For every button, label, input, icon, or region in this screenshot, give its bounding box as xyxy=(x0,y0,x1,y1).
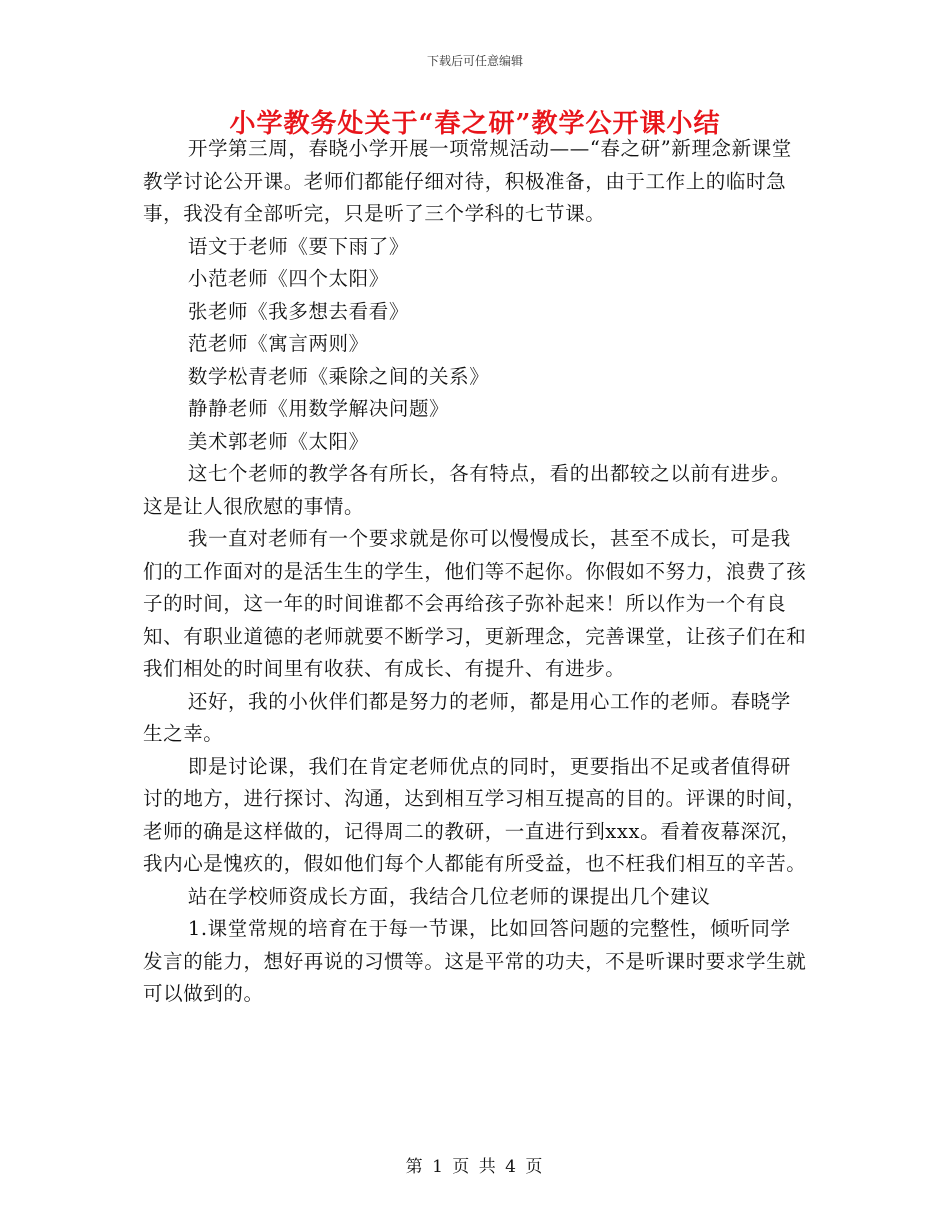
paragraph: 站在学校师资成长方面，我结合几位老师的课提出几个建议 xyxy=(187,884,711,908)
paragraph: 语文于老师《要下雨了》 xyxy=(187,234,409,258)
document-body xyxy=(143,133,807,1011)
paragraph: 小范老师《四个太阳》 xyxy=(187,267,389,290)
paragraph: 静静老师《用数学解决问题》 xyxy=(187,397,450,420)
paragraph: 还好，我的小伙伴们都是努力的老师，都是用心工作的老师。春晓学生之幸。 xyxy=(143,689,791,745)
document-title: 小学教务处关于“春之研”教学公开课小结 xyxy=(229,109,721,139)
paragraph: 即是讨论课，我们在肯定老师优点的同时，更要指出不足或者值得研讨的地方，进行探讨、沟通，达到相互学习相互提高的目的。评课的时间，老师的确是这样做的，记得周二的教研，一直进行到xxx。看着夜幕深沉，我内心是愧疚的，假如他们每个人都能有所受益，也不枉我们相互的辛苦。 xyxy=(143,754,807,875)
paragraph: 美术郭老师《太阳》 xyxy=(187,429,369,453)
paragraph: 我一直对老师有一个要求就是你可以慢慢成长，甚至不成长，可是我们的工作面对的是活生生的学生，他们等不起你。你假如不努力，浪费了孩子的时间，这一年的时间谁都不会再给孩子弥补起来！所以作为一个有良知、有职业道德的老师就要不断学习，更新理念，完善课堂，让孩子们在和我们相处的时间里有收获、有成长、有提升、有进步。 xyxy=(143,527,807,680)
paragraph: 1.课堂常规的培育在于每一节课，比如回答问题的完整性，倾听同学发言的能力，想好再说的习惯等。这是平常的功夫，不是听课时要求学生就可以做到的。 xyxy=(143,917,807,1005)
paragraph: 范老师《寓言两则》 xyxy=(187,332,369,355)
page-header: 下载后可任意编辑 xyxy=(426,54,523,68)
paragraph: 这七个老师的教学各有所长，各有特点，看的出都较之以前有进步。这是让人很欣慰的事情。 xyxy=(143,462,791,518)
page-footer: 第 1 页 共 4 页 xyxy=(405,1157,545,1177)
paragraph: 开学第三周，春晓小学开展一项常规活动——“春之研”新理念新课堂教学讨论公开课。老师们都能仔细对待，积极准备，由于工作上的临时急事，我没有全部听完，只是听了三个学科的七节课。 xyxy=(143,137,792,225)
paragraph: 张老师《我多想去看看》 xyxy=(187,299,409,323)
paragraph: 数学松青老师《乘除之间的关系》 xyxy=(187,364,490,388)
